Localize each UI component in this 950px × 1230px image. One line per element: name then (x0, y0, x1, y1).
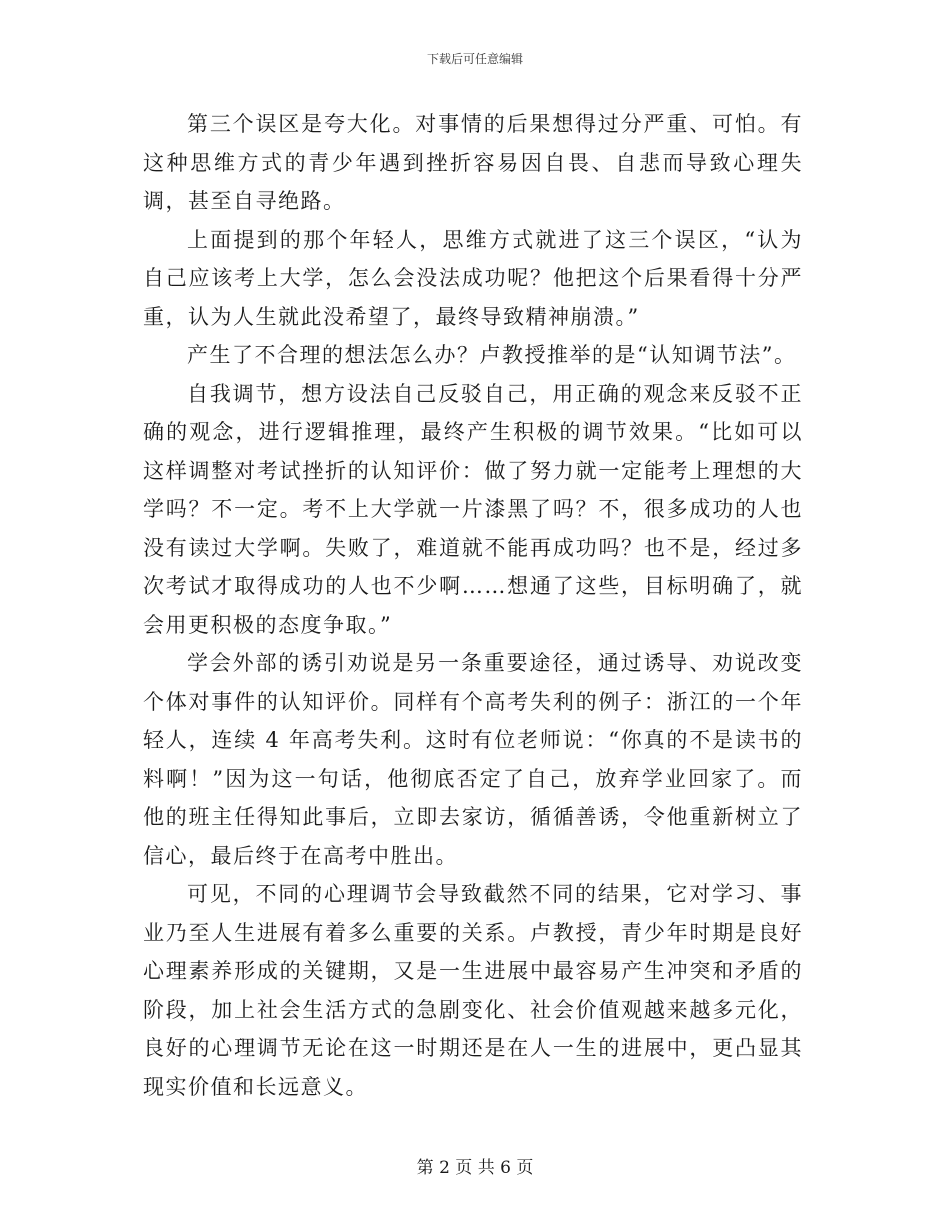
page-footer (0, 1153, 950, 1178)
document-body (143, 105, 803, 1106)
paragraph-exaggeration: 第三个误区是夸大化。对事情的后果想得过分严重、可怕。有这种思维方式的青少年遇到挫折容易因自畏、自悲而导致心理失调，甚至自寻绝路。 (143, 112, 803, 213)
paragraph-cognitive-method: 产生了不合理的想法怎么办？卢教授推举的是“认知调节法”。 (187, 343, 797, 367)
page-header: 下载后可任意编辑 (426, 52, 523, 66)
paragraph-conclusion: 可见，不同的心理调节会导致截然不同的结果，它对学习、事业乃至人生进展有着多么重要的关系。卢教授，青少年时期是良好心理素养形成的关键期，又是一生进展中最容易产生冲突和矛盾的阶段，加上社会生活方式的急剧变化、社会价值观越来越多元化，良好的心理调节无论在这一时期还是在人一生的进展中，更凸显其现实价值和长远意义。 (143, 882, 803, 1099)
paragraph-self-regulation: 自我调节，想方设法自己反驳自己，用正确的观念来反驳不正确的观念，进行逻辑推理，最终产生积极的调节效果。“比如可以这样调整对考试挫折的认知评价：做了努力就一定能考上理想的大学吗？不一定。考不上大学就一片漆黑了吗？不，很多成功的人也没有读过大学啊。失败了，难道就不能再成功吗？也不是，经过多次考试才取得成功的人也不少啊……想通了这些，目标明确了，就会用更积极的态度争取。” (143, 381, 803, 637)
paragraph-young-man: 上面提到的那个年轻人，思维方式就进了这三个误区，“认为自己应该考上大学，怎么会没法成功呢？他把这个后果看得十分严重，认为人生就此没希望了，最终导致精神崩溃。” (143, 227, 803, 329)
page-number: 第 2 页 共 6 页 (416, 1158, 534, 1178)
paragraph-external-persuasion: 学会外部的诱引劝说是另一条重要途径，通过诱导、劝说改变个体对事件的认知评价。同样有个高考失利的例子：浙江的一个年轻人，连续 4 年高考失利。这时有位老师说：“你真的不是读书的料啊！”因为这一句话，他彻底否定了自己，放弃学业回家了。而他的班主任得知此事后，立即去家访，循循善诱，令他重新树立了信心，最后终于在高考中胜出。 (143, 651, 803, 868)
